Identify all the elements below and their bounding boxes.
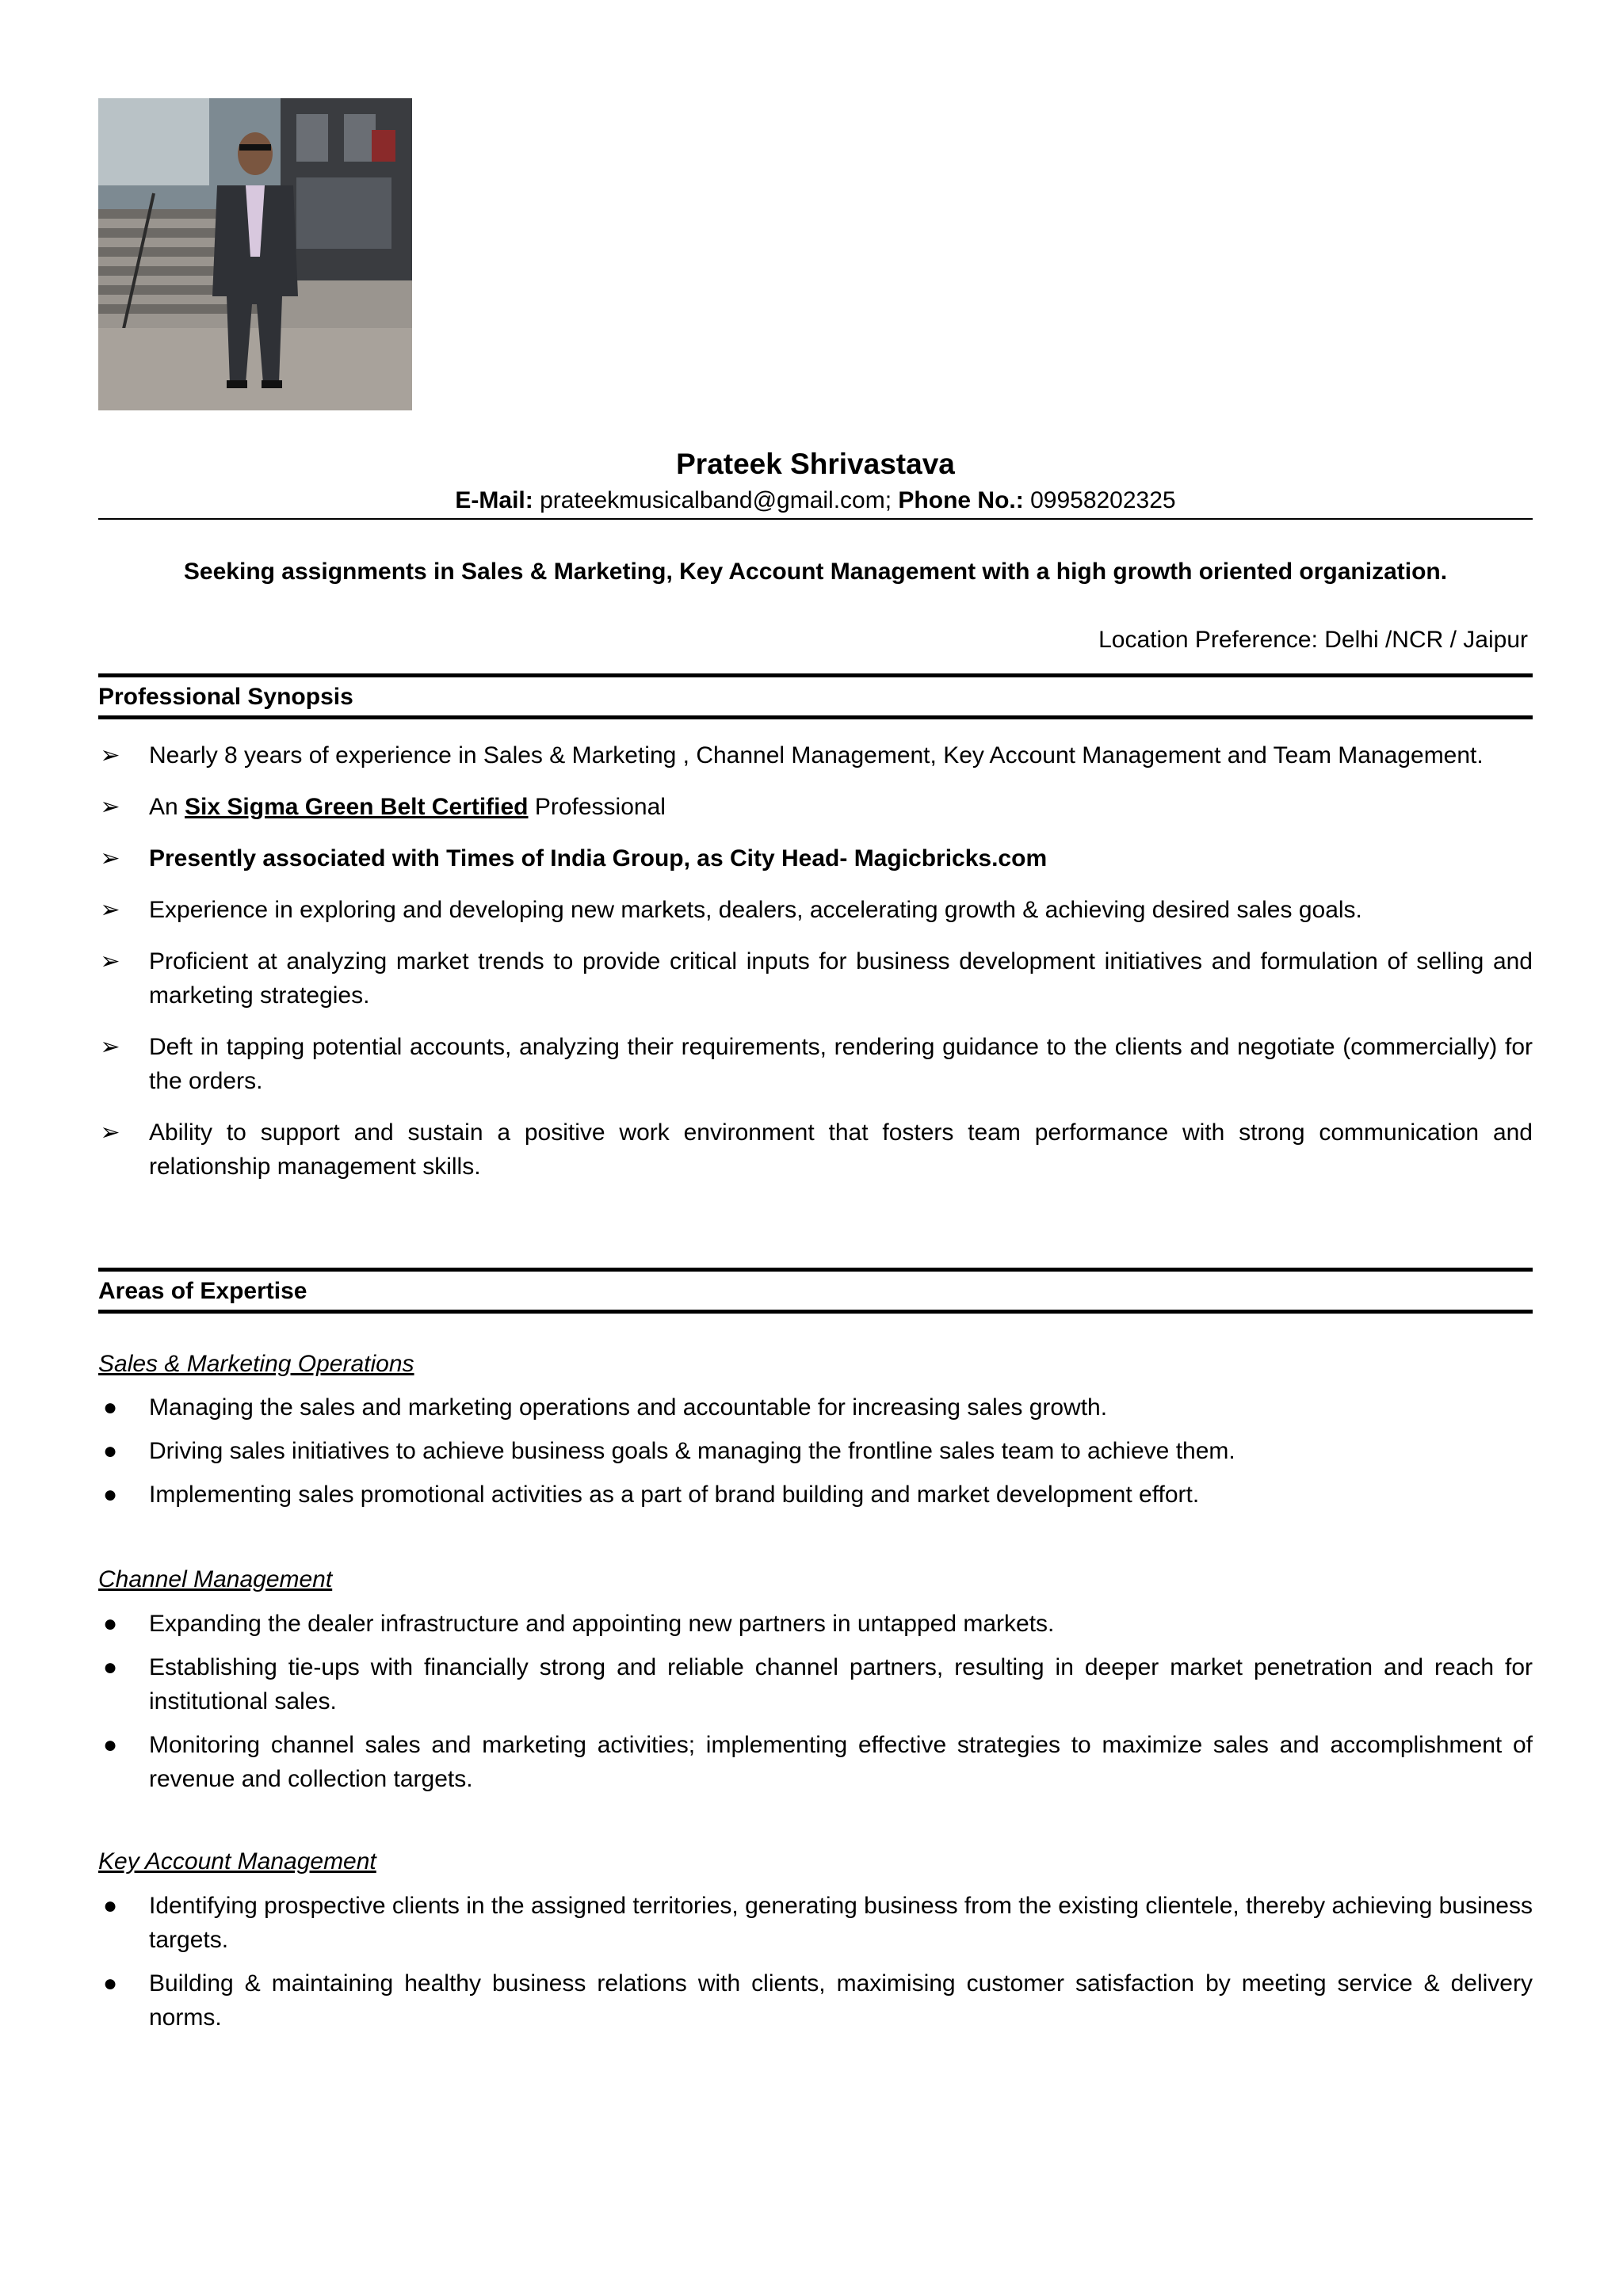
synopsis-list <box>98 738 1533 1201</box>
list-item: ● Implementing sales promotional activities as a part of brand building and market development effort. <box>98 1478 1533 1512</box>
dot-bullet-icon: ● <box>102 1611 118 1637</box>
subsection-key-account-management: Key Account Management <box>98 1848 376 1875</box>
list-item <box>98 841 1533 875</box>
arrow-bullet-icon: ➢ <box>100 742 120 769</box>
arrow-bullet-icon: ➢ <box>100 897 120 923</box>
arrow-bullet-icon: ➢ <box>100 1034 120 1060</box>
arrow-bullet-icon: ➢ <box>100 845 120 871</box>
section-professional-synopsis <box>98 673 1533 719</box>
profile-photo <box>98 98 412 410</box>
arrow-bullet-icon: ➢ <box>100 1119 120 1146</box>
email-label: E-Mail: <box>455 487 533 513</box>
location-preference: Location Preference: Delhi /NCR / Jaipur <box>1098 627 1528 653</box>
channel-management-list <box>98 1607 1533 1806</box>
phone-label: Phone No.: <box>898 487 1024 513</box>
email-value[interactable]: prateekmusicalband@gmail.com; <box>540 487 892 513</box>
list-item: ➢ Proficient at analyzing market trends to provide critical inputs for business development initiatives and formulation of selling and marketing strategies. <box>98 944 1533 1013</box>
current-position: Presently associated with Times of India Group, as City Head- Magicbricks.com <box>149 845 1048 871</box>
section-title: Professional Synopsis <box>98 684 353 710</box>
dot-bullet-icon: ● <box>102 1394 118 1421</box>
dot-bullet-icon: ● <box>102 1970 118 1997</box>
list-item: ● Monitoring channel sales and marketing activities; implementing effective strategies to maximize sales and accomplishment of revenue and collection targets. <box>98 1728 1533 1796</box>
list-item: ● Identifying prospective clients in the assigned territories, generating business from the existing clientele, thereby achieving business targets. <box>98 1889 1533 1957</box>
list-item: ➢ Ability to support and sustain a positive work environment that fosters team performance with strong communication and relationship management skills. <box>98 1116 1533 1184</box>
dot-bullet-icon: ● <box>102 1482 118 1508</box>
contact-line <box>98 485 1533 517</box>
list-item: ● Establishing tie-ups with financially strong and reliable channel partners, resulting in deeper market penetration and reach for institutional sales. <box>98 1650 1533 1718</box>
header-divider <box>98 518 1533 520</box>
list-item: ● Managing the sales and marketing operations and accountable for increasing sales growth. <box>98 1390 1533 1425</box>
candidate-name: Prateek Shrivastava <box>676 448 955 480</box>
subsection-sales-marketing: Sales & Marketing Operations <box>98 1351 414 1377</box>
phone-value: 09958202325 <box>1030 487 1176 513</box>
list-item: ● Driving sales initiatives to achieve business goals & managing the frontline sales team to achieve them. <box>98 1434 1533 1468</box>
list-item: ➢ Nearly 8 years of experience in Sales & Marketing , Channel Management, Key Account Management and Team Management. <box>98 738 1533 772</box>
profile-photo-illustration <box>98 98 412 410</box>
section-areas-of-expertise <box>98 1268 1533 1314</box>
list-item: ➢ Deft in tapping potential accounts, analyzing their requirements, rendering guidance to the clients and negotiate (commercially) for the orders. <box>98 1030 1533 1098</box>
dot-bullet-icon: ● <box>102 1732 118 1758</box>
subsection-channel-management: Channel Management <box>98 1566 333 1592</box>
career-objective: Seeking assignments in Sales & Marketing, Key Account Management with a high growth oriented organization. <box>183 559 1448 585</box>
list-item: ➢ Experience in exploring and developing new markets, dealers, accelerating growth & achieving desired sales goals. <box>98 893 1533 927</box>
dot-bullet-icon: ● <box>102 1438 118 1464</box>
list-item: ➢ An Six Sigma Green Belt Certified Professional <box>98 790 1533 824</box>
arrow-bullet-icon: ➢ <box>100 794 120 820</box>
dot-bullet-icon: ● <box>102 1893 118 1919</box>
certification-highlight: Six Sigma Green Belt Certified <box>185 794 529 820</box>
section-title: Areas of Expertise <box>98 1278 307 1304</box>
list-item: ● Expanding the dealer infrastructure and appointing new partners in untapped markets. <box>98 1607 1533 1641</box>
list-item: ● Building & maintaining healthy business relations with clients, maximising customer satisfaction by meeting service & delivery norms. <box>98 1966 1533 2035</box>
dot-bullet-icon: ● <box>102 1654 118 1680</box>
arrow-bullet-icon: ➢ <box>100 948 120 974</box>
key-account-list <box>98 1889 1533 2044</box>
sales-marketing-list <box>98 1390 1533 1521</box>
